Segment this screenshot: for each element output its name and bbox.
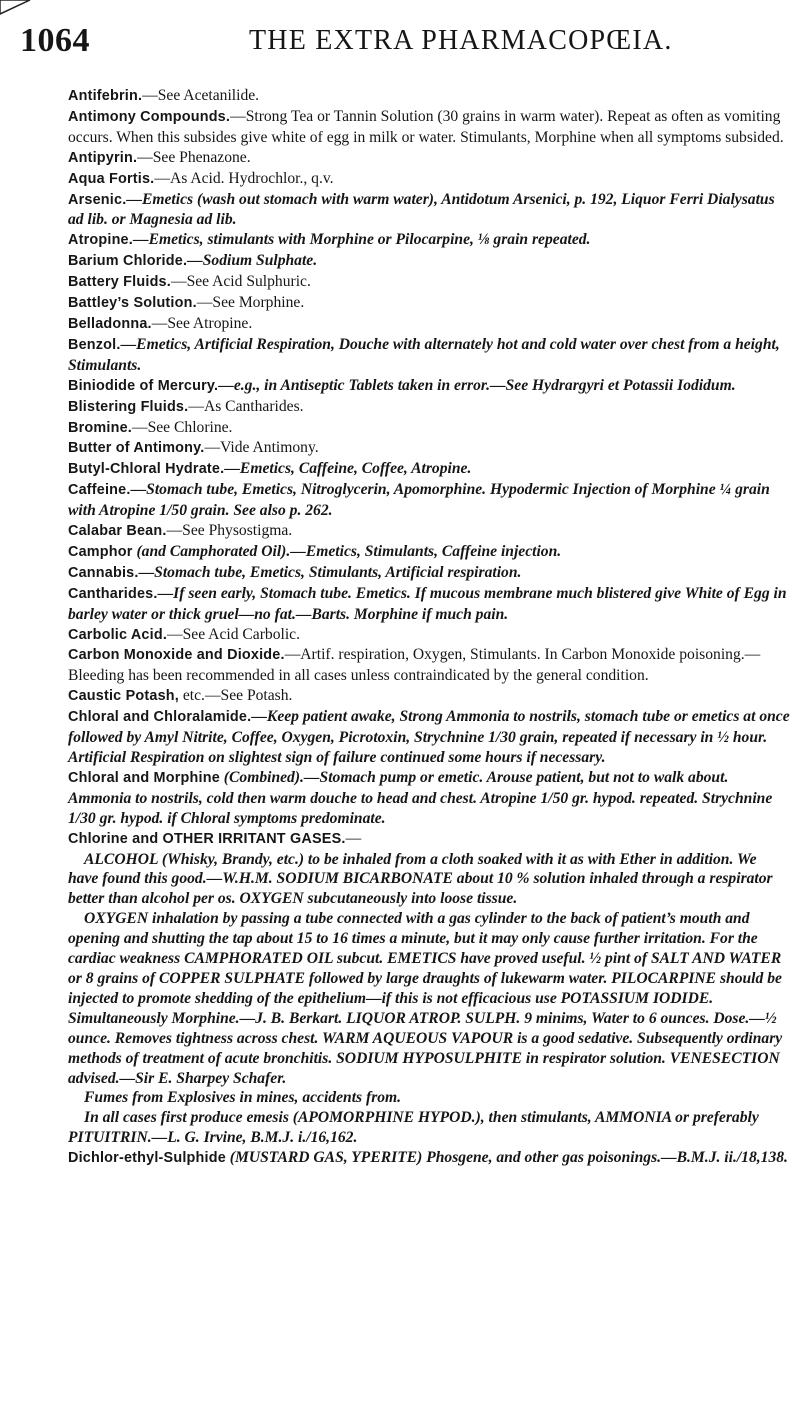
- entry-text: —: [345, 829, 362, 847]
- entry-keyword: Antimony Compounds.: [68, 108, 231, 125]
- entry-camphor: [68, 542, 790, 563]
- entry-text: (MUSTARD GAS, YPERITE) Phosgene, and other gas poisonings.—B.M.J. ii./18,138.: [225, 1149, 788, 1167]
- entry-text: —As Acid. Hydrochlor., q.v.: [154, 169, 334, 187]
- entry-aqua-fortis: [68, 169, 790, 190]
- entry-chloral-chloralamide: [68, 707, 790, 768]
- paragraph-fumes: [68, 1088, 790, 1108]
- entry-keyword: Dichlor-ethyl-Sulphide: [68, 1150, 226, 1167]
- entry-text: —Stomach tube, Emetics, Nitroglycerin, Apomorphine. Hypodermic Injection of Morphine ¼ grain with Atropine 1/50 grain. See also p. 262.: [68, 481, 770, 520]
- entry-keyword: Blistering Fluids.: [68, 398, 189, 415]
- entry-keyword: Butter of Antimony.: [68, 440, 205, 457]
- entry-antipyrin: [68, 148, 790, 169]
- entry-keyword: Chloral and Chloralamide.: [68, 709, 252, 726]
- entry-keyword: Carbolic Acid.: [68, 626, 168, 643]
- entry-antifebrin: [68, 86, 790, 107]
- entry-text: etc.—See Potash.: [178, 687, 293, 705]
- paragraph-text: ALCOHOL (Whisky, Brandy, etc.) to be inhaled from a cloth soaked with it as with Ether in addition. We have found this good.—W.H.M. SODIUM BICARBONATE about 10 % solution inhaled through a respirator better than alcohol per os. OXYGEN subcutaneously into loose tissue.: [68, 850, 773, 908]
- running-head: [20, 22, 780, 62]
- entry-biniodide-of-mercury: [68, 376, 790, 397]
- entry-cantharides: [68, 584, 790, 625]
- entry-keyword: Aqua Fortis.: [68, 170, 155, 187]
- entry-text: —See Morphine.: [196, 294, 305, 312]
- entry-blistering-fluids: [68, 397, 790, 418]
- entry-cannabis: [68, 563, 790, 584]
- entry-text: —Emetics, Artificial Respiration, Douche with alternately hot and cold water over chest from a height, Stimulants.: [68, 335, 780, 374]
- entry-chlorine-irritant-gases: [68, 829, 790, 850]
- entry-battery-fluids: [68, 272, 790, 293]
- article-body: [68, 86, 790, 1169]
- entry-keyword: Cantharides.: [68, 585, 158, 602]
- entry-calabar-bean: [68, 521, 790, 542]
- entry-keyword: Antipyrin.: [68, 149, 138, 166]
- entry-text: —Vide Antimony.: [204, 439, 319, 457]
- entry-keyword: Belladonna.: [68, 315, 152, 332]
- paragraph-oxygen: [68, 909, 790, 1088]
- page-corner-mark: [0, 0, 32, 18]
- paragraph-text: In all cases first produce emesis (APOMORPHINE HYPOD.), then stimulants, AMMONIA or preferably PITUITRIN.—L. G. Irvine, B.M.J. i./16,162.: [68, 1109, 759, 1147]
- entry-keyword: Arsenic.: [68, 191, 127, 208]
- entry-belladonna: [68, 314, 790, 335]
- entry-keyword: Barium Chloride.: [68, 253, 188, 270]
- entry-keyword: Antifebrin.: [68, 88, 143, 104]
- entry-keyword: Bromine.: [68, 419, 132, 436]
- entry-text: —Sodium Sulphate.: [187, 252, 318, 270]
- paragraph-text: Fumes from Explosives in mines, accidents from.: [84, 1089, 402, 1107]
- running-title: THE EXTRA PHARMACOPŒIA.: [249, 25, 673, 56]
- entry-arsenic: [68, 190, 790, 231]
- entry-butter-of-antimony: [68, 438, 790, 459]
- entry-barium-chloride: [68, 251, 790, 272]
- entry-keyword: Carbon Monoxide and Dioxide.: [68, 647, 285, 664]
- entry-benzol: [68, 335, 790, 376]
- entry-dichlor-ethyl-sulphide: [68, 1148, 790, 1169]
- entry-text: —If seen early, Stomach tube. Emetics. If mucous membrane much blistered give White of Egg in barley water or thick gruel—no fat.—Barts. Morphine if much pain.: [68, 584, 787, 623]
- entry-text: —Keep patient awake, Strong Ammonia to nostrils, stomach tube or emetics at once followed by Amyl Nitrite, Coffee, Oxygen, Picrotoxin, Strychnine 1/30 grain, repeated if necessary in ½ hour. Artificial Respiration on slightest sign of failure continued some hours if necessary.: [68, 708, 790, 766]
- entry-keyword: Battery Fluids.: [68, 274, 171, 291]
- entry-text: —e.g., in Antiseptic Tablets taken in error.—See Hydrargyri et Potassii Iodidum.: [218, 376, 736, 394]
- entry-keyword: Camphor: [68, 543, 133, 560]
- entry-caffeine: [68, 480, 790, 521]
- paragraph-text: OXYGEN inhalation by passing a tube connected with a gas cylinder to the back of patient’s mouth and opening and shutting the tap about 15 to 16 times a minute, but it may only cause further irritation. For the cardiac weakness CAMPHORATED OIL subcut. EMETICS have proved useful. ½ pint of SALT AND WATER or 8 grains of COPPER SULPHATE followed by large draughts of lukewarm water. PILOCARPINE should be injected to promote shedding of the epithelium—if this is not efficacious use POTASSIUM IODIDE. Simultaneously Morphine.—J. B. Berkart. LIQUOR ATROP. SULPH. 9 minims, Water to 6 ounces. Dose.—½ ounce. Removes tightness across chest. WARM AQUEOUS VAPOUR is a good sedative. Subsequently ordinary methods of treatment of acute bronchitis. SODIUM HYPOSULPHITE in respirator solution. VENESECTION advised.—Sir E. Sharpey Schafer.: [68, 910, 783, 1087]
- entry-caustic-potash: [68, 686, 790, 707]
- entry-keyword: Calabar Bean.: [68, 523, 167, 540]
- entry-text: —Strong Tea or Tannin Solution (30 grains in warm water). Repeat as often as vomiting occurs. When this subsides give white of egg in milk or water. Stimulants, Morphine when all symptoms subsided.: [68, 107, 784, 146]
- entry-keyword: Butyl-Chloral Hydrate.: [68, 461, 225, 478]
- entry-keyword: Caffeine.: [68, 482, 131, 499]
- entry-text: —Artif. respiration, Oxygen, Stimulants. In Carbon Monoxide poisoning.—Bleeding has been recommended in all cases unless contraindicated by the general condition.: [68, 646, 761, 685]
- entry-text: —Emetics (wash out stomach with warm water), Antidotum Arsenici, p. 192, Liquor Ferri Dialysatus ad lib. or Magnesia ad lib.: [68, 190, 775, 229]
- entry-keyword: Atropine.: [68, 232, 133, 249]
- entry-carbon-monoxide: [68, 645, 790, 686]
- entry-bromine: [68, 418, 790, 439]
- entry-keyword: Battley’s Solution.: [68, 295, 197, 312]
- entry-text: (and Camphorated Oil).—Emetics, Stimulants, Caffeine injection.: [132, 542, 562, 560]
- entry-text: —As Cantharides.: [188, 397, 304, 415]
- entry-text: —See Phenazone.: [137, 148, 251, 166]
- entry-keyword: Cannabis.: [68, 564, 139, 581]
- paragraph-alcohol: [68, 850, 790, 910]
- entry-butyl-chloral-hydrate: [68, 459, 790, 480]
- entry-text: —Emetics, stimulants with Morphine or Pilocarpine, ⅛ grain repeated.: [132, 231, 591, 249]
- entry-text: —Emetics, Caffeine, Coffee, Atropine.: [224, 460, 472, 478]
- entry-carbolic-acid: [68, 625, 790, 646]
- entry-keyword: Chloral and Morphine: [68, 769, 220, 786]
- entry-atropine: [68, 230, 790, 251]
- entry-text: —See Acid Sulphuric.: [170, 273, 311, 291]
- entry-chloral-and-morphine: [68, 768, 790, 829]
- page-number: 1064: [20, 22, 90, 59]
- entry-text: —See Acetanilide.: [142, 87, 260, 104]
- entry-battleys-solution: [68, 293, 790, 314]
- entry-keyword: Chlorine and OTHER IRRITANT GASES.: [68, 830, 346, 847]
- entry-text: (Combined).—Stomach pump or emetic. Arouse patient, but not to walk about. Ammonia to nostrils, cold then warm douche to head and chest. Atropine 1/50 gr. hypod. repeated. Strychnine 1/30 gr. hypod. if Chloral symptoms predominate.: [68, 768, 773, 827]
- entry-antimony-compounds: [68, 107, 790, 148]
- entry-text: —See Chlorine.: [131, 418, 233, 436]
- entry-text: —See Atropine.: [151, 314, 253, 332]
- entry-text: —See Acid Carbolic.: [167, 625, 300, 643]
- entry-text: —Stomach tube, Emetics, Stimulants, Artificial respiration.: [138, 563, 522, 581]
- entry-keyword: Biniodide of Mercury.: [68, 377, 219, 394]
- entry-keyword: Caustic Potash,: [68, 688, 179, 705]
- entry-keyword: Benzol.: [68, 336, 121, 353]
- paragraph-emesis: [68, 1108, 790, 1148]
- entry-text: —See Physostigma.: [166, 522, 293, 540]
